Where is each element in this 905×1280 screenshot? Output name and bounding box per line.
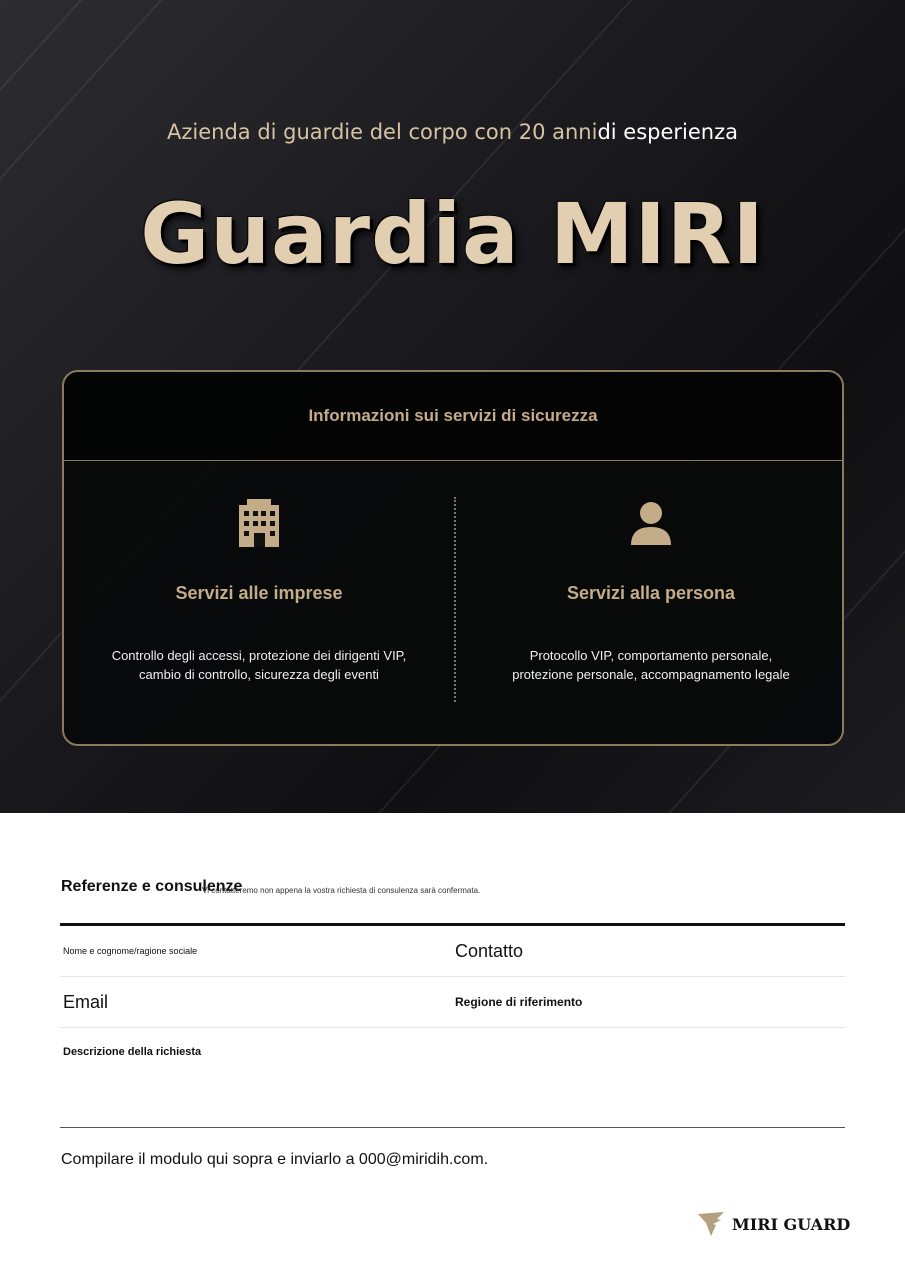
person-icon <box>456 499 844 547</box>
card-header: Informazioni sui servizi di sicurezza <box>64 372 842 461</box>
service-title: Servizi alle imprese <box>175 583 343 603</box>
building-icon <box>64 499 454 547</box>
email-field[interactable]: Email <box>63 991 109 1012</box>
logo <box>697 1211 850 1237</box>
service-desc: Controllo degli accessi, protezione dei dirigenti VIP, <box>111 648 407 663</box>
subtitle-white: di esperienza <box>597 120 738 144</box>
service-desc: Protocollo VIP, comportamento personale, <box>529 648 773 663</box>
services-card <box>62 370 844 746</box>
hero-title: Guardia MIRI <box>140 185 765 283</box>
form-title: Referenze e consulenze <box>61 878 243 895</box>
form-subtitle: Vi contatteremo non appena la vostra richiesta di consulenza sarà confermata. <box>202 886 481 895</box>
service-desc: protezione personale, accompagnamento legale <box>512 667 790 682</box>
contact-field[interactable]: Contatto <box>455 940 524 961</box>
submit-note: Compilare il modulo qui sopra e inviarlo a 000@miridih.com. <box>61 1151 489 1168</box>
hero-subtitle <box>0 120 905 144</box>
consultation-form <box>60 870 845 1128</box>
description-field[interactable]: Descrizione della richiesta <box>60 1028 845 1128</box>
logo-text: MIRI GUARD <box>732 1214 851 1234</box>
service-title: Servizi alla persona <box>566 583 736 603</box>
subtitle-gold: Azienda di guardie del corpo con 20 anni <box>167 120 598 144</box>
service-personal <box>456 461 844 746</box>
eagle-logo-icon <box>697 1211 725 1237</box>
region-field[interactable]: Regione di riferimento <box>455 995 583 1009</box>
service-desc: cambio di controllo, sicurezza degli eventi <box>139 667 379 682</box>
service-business <box>64 461 454 746</box>
name-field[interactable]: Nome e cognome/ragione sociale <box>63 946 198 956</box>
